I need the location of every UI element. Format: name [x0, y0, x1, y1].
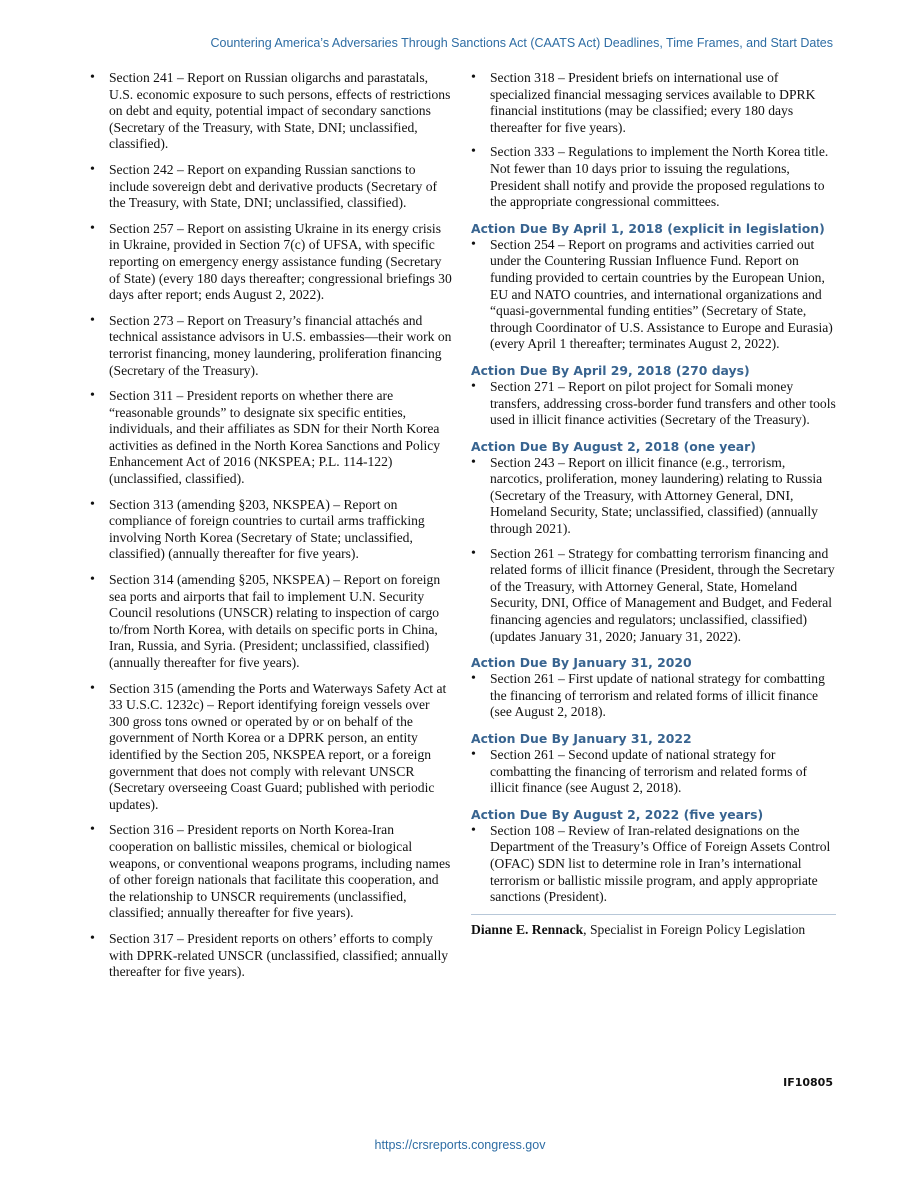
- section-list: [471, 823, 836, 906]
- right-intro-list: [471, 70, 836, 211]
- list-item: • Section 108 – Review of Iran-related designations on the Department of the Treasury’s Office of Foreign Assets Control (OFAC) SDN list to determine role in Iran’s international terrorism or ballistic missile program, and apply appropriate sanctions (President).: [471, 823, 836, 906]
- section-heading: Action Due By January 31, 2022: [471, 731, 692, 746]
- list-item: • Section 317 – President reports on others’ efforts to comply with DPRK-related UNSCR (unclassified, classified; annually thereafter for five years).: [90, 931, 452, 981]
- list-item: • Section 316 – President reports on North Korea-Iran cooperation on ballistic missiles, chemical or biological weapons, or conventional weapons programs, including names of other foreign nationals that facilitate this cooperation, and the relationship to UNSCR requirements (unclassified, classified; annually thereafter for five years).: [90, 822, 452, 922]
- list-item: • Section 333 – Regulations to implement the North Korea title. Not fewer than 10 days prior to issuing the regulations, President shall notify and provide the proposed regulations to the appropriate congressional committees.: [471, 144, 836, 210]
- list-item: • Section 273 – Report on Treasury’s financial attachés and technical assistance advisors in U.S. embassies—their work on terrorist financing, money laundering, proliferation financing (Secretary of the Treasury).: [90, 313, 452, 379]
- list-item: • Section 313 (amending §203, NKSPEA) – Report on compliance of foreign countries to curtail arms trafficking involving North Korea (Secretary of State; unclassified, classified) (annually thereafter for five years).: [90, 497, 452, 563]
- list-item: • Section 318 – President briefs on international use of specialized financial messaging services available to DPRK financial institutions (may be classified; every 180 days thereafter for five years).: [471, 70, 836, 136]
- section-heading: Action Due By August 2, 2018 (one year): [471, 438, 756, 454]
- section-list: [471, 237, 836, 353]
- list-item: • Section 241 – Report on Russian oligarchs and parastatals, U.S. economic exposure to such persons, effects of restrictions on debt and equity, potential impact of secondary sanctions (Secretary of the Treasury, with State, DNI; unclassified, classified).: [90, 70, 452, 153]
- section-list: [471, 379, 836, 429]
- right-column: [471, 70, 836, 938]
- author-credit: [471, 921, 836, 938]
- list-item: • Section 314 (amending §205, NKSPEA) – Report on foreign sea ports and airports that fail to implement U.N. Security Council resolutions (UNSCR) relating to inspection of cargo to/from North Korea, with details on specific ports in China, Iran, Russia, and Syria. (President; unclassified, classified) (annually thereafter for five years).: [90, 572, 452, 672]
- section-heading: Action Due By August 2, 2022 (five years): [471, 806, 764, 822]
- list-item: • Section 257 – Report on assisting Ukraine in its energy crisis in Ukraine, provided in Section 7(c) of UFSA, with specific reporting on emergency energy assistance funding (Secretary of State) (every 180 days thereafter; congressional briefings 30 days after report; ends August 2, 2022).: [90, 221, 452, 304]
- list-item: • Section 261 – Strategy for combatting terrorism financing and related forms of illicit finance (President, through the Secretary of the Treasury, with Attorney General, State, Homeland Security, DNI, Office of Management and Budget, and Federal financing agencies and regulators; unclassified, classified) (updates January 31, 2020; January 31, 2022).: [471, 546, 836, 646]
- list-item: • Section 242 – Report on expanding Russian sanctions to include sovereign debt and derivative products (Secretary of the Treasury, with State, DNI; unclassified, classified).: [90, 162, 452, 212]
- report-id: IF10805: [783, 1076, 833, 1089]
- list-item: • Section 261 – First update of national strategy for combatting the financing of terrorism and related forms of illicit finance (see August 2, 2018).: [471, 671, 836, 721]
- list-item: • Section 243 – Report on illicit finance (e.g., terrorism, narcotics, proliferation, money laundering) relating to Russia (Secretary of the Treasury, with Attorney General, DNI, Homeland Security, State; unclassified, classified) (annually through 2021).: [471, 455, 836, 538]
- list-item: • Section 254 – Report on programs and activities carried out under the Countering Russian Influence Fund. Report on funding provided to certain countries by the European Union, EU and NATO countries, and international organizations and “quasi-governmental funding entities” (Secretary of State, through Coordinator of U.S. Assistance to Europe and Eurasia) (every April 1 thereafter; terminates August 2, 2022).: [471, 237, 836, 353]
- author-divider: [471, 914, 836, 915]
- list-item: • Section 261 – Second update of national strategy for combatting the financing of terrorism and related forms of illicit finance (see August 2, 2018).: [471, 747, 836, 797]
- running-header: Countering America’s Adversaries Through Sanctions Act (CAATS Act) Deadlines, Time Frames, and Start Dates: [210, 36, 833, 50]
- left-bullet-list: [90, 70, 452, 981]
- section-list: [471, 455, 836, 646]
- list-item: • Section 315 (amending the Ports and Waterways Safety Act at 33 U.S.C. 1232c) – Report identifying foreign vessels over 300 gross tons owned or operated by or on behalf of the government of North Korea or a DPRK person, an entity identified by the Section 205, NKSPEA report, or a foreign government that does not comply with relevant UNSCR (Secretary overseeing Coast Guard; published with periodic updates).: [90, 681, 452, 814]
- author-title: , Specialist in Foreign Policy Legislation: [583, 921, 806, 937]
- list-item: • Section 271 – Report on pilot project for Somali money transfers, addressing cross-border fund transfers and other tools used in illicit finance activities (Secretary of the Treasury).: [471, 379, 836, 429]
- author-name: Dianne E. Rennack: [471, 921, 584, 937]
- section-list: [471, 747, 836, 797]
- section-heading: Action Due By April 29, 2018 (270 days): [471, 362, 750, 378]
- list-item: • Section 311 – President reports on whether there are “reasonable grounds” to designate six specific entities, individuals, and their affiliates as SDN for their North Korea activities as defined in the North Korea Sanctions and Policy Enhancement Act of 2016 (NKSPEA; P.L. 114-122) (unclassified, classified).: [90, 388, 452, 488]
- left-column: [90, 70, 452, 990]
- footer-url[interactable]: https://crsreports.congress.gov: [374, 1138, 546, 1152]
- section-list: [471, 671, 836, 721]
- section-heading: Action Due By April 1, 2018 (explicit in legislation): [471, 220, 825, 236]
- section-heading: Action Due By January 31, 2020: [471, 655, 692, 671]
